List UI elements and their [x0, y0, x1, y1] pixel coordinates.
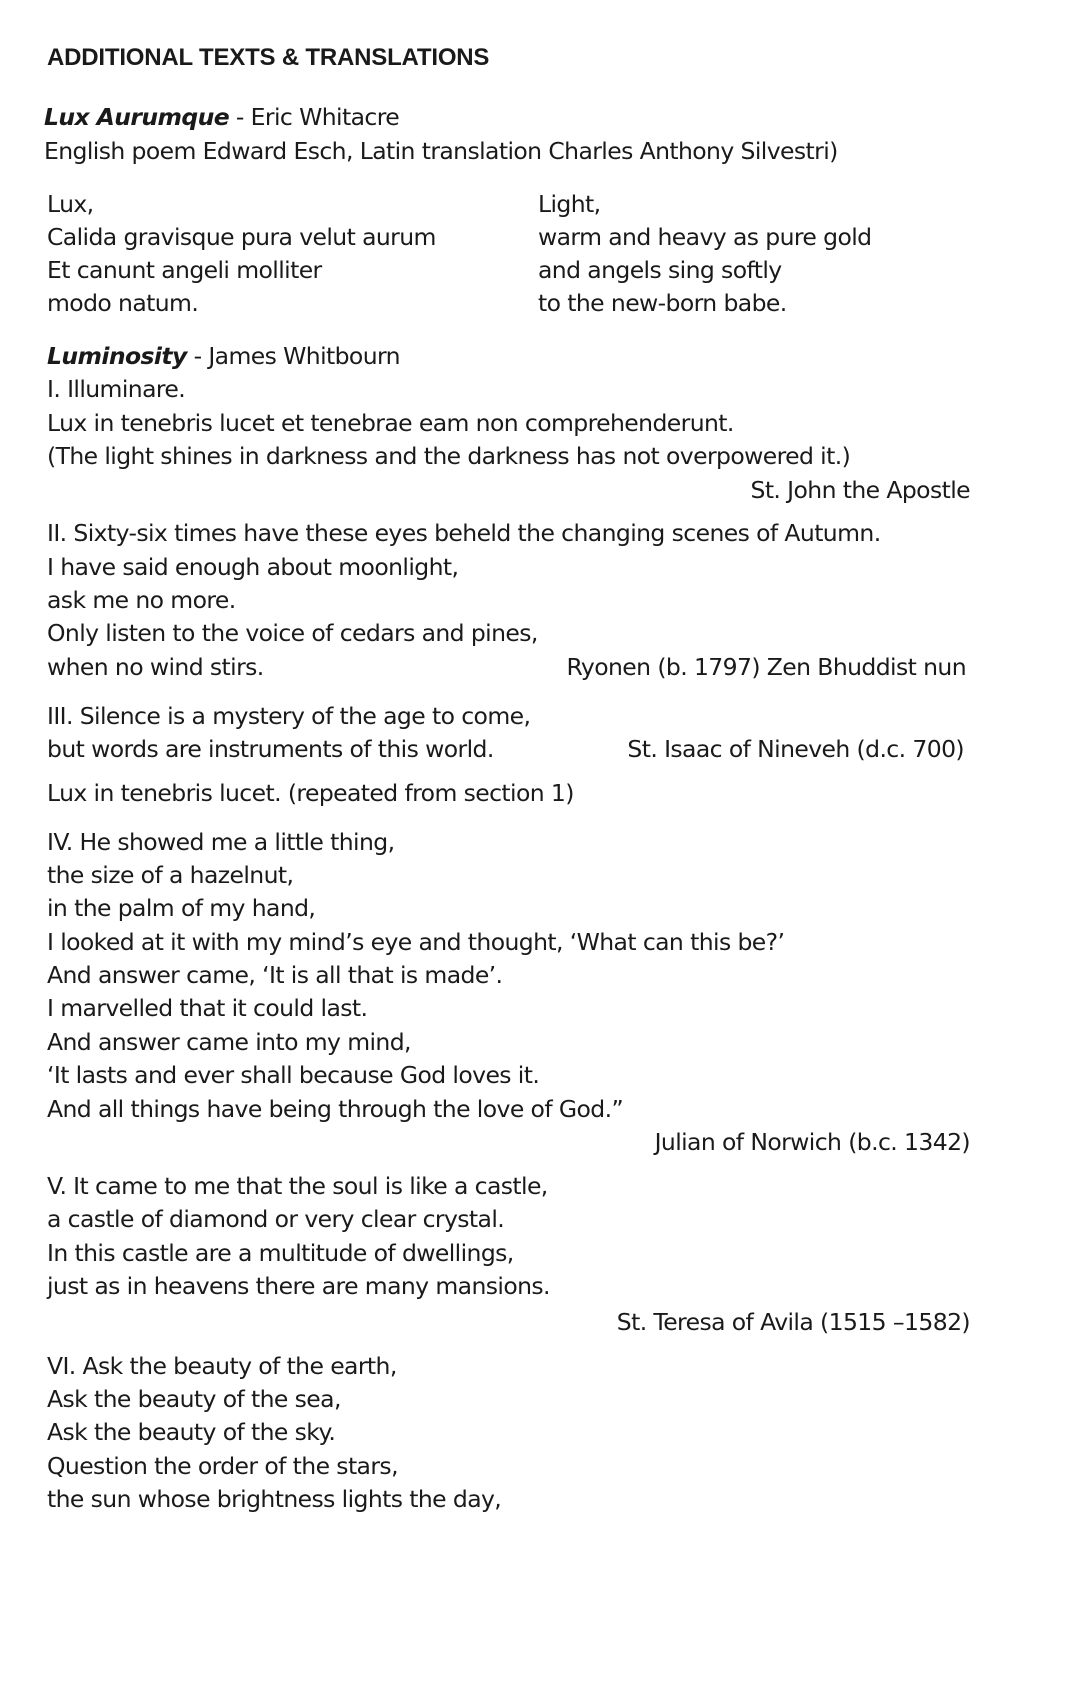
- latin-line: Lux,: [47, 190, 94, 218]
- text-line: the size of a hazelnut,: [47, 861, 294, 889]
- text-line: I. Illuminare.: [47, 375, 186, 403]
- page-heading: ADDITIONAL TEXTS & TRANSLATIONS: [47, 44, 490, 71]
- text-line: I have said enough about moonlight,: [47, 553, 459, 581]
- english-line: Light,: [538, 190, 601, 218]
- text-line: And all things have being through the love of God.”: [47, 1095, 624, 1123]
- text-line: a castle of diamond or very clear crystal.: [47, 1205, 505, 1233]
- text-line: in the palm of my hand,: [47, 894, 316, 922]
- text-line: And answer came into my mind,: [47, 1028, 411, 1056]
- text-line: Only listen to the voice of cedars and pines,: [47, 619, 538, 647]
- piece-heading-lux-aurumque: [44, 100, 399, 134]
- text-line: III. Silence is a mystery of the age to come,: [47, 702, 531, 730]
- text-line: Ask the beauty of the sea,: [47, 1385, 341, 1413]
- piece-title: Luminosity: [47, 342, 187, 370]
- text-line: II. Sixty-six times have these eyes beheld the changing scenes of Autumn.: [47, 519, 881, 547]
- text-line: just as in heavens there are many mansions.: [47, 1272, 550, 1300]
- text-line: I marvelled that it could last.: [47, 994, 368, 1022]
- text-line: ask me no more.: [47, 586, 236, 614]
- attribution: Ryonen (b. 1797) Zen Bhuddist nun: [566, 653, 966, 681]
- english-line: warm and heavy as pure gold: [538, 223, 872, 251]
- text-line: Question the order of the stars,: [47, 1452, 398, 1480]
- text-line: VI. Ask the beauty of the earth,: [47, 1352, 397, 1380]
- text-line: And answer came, ‘It is all that is made’.: [47, 961, 503, 989]
- text-line: the sun whose brightness lights the day,: [47, 1485, 502, 1513]
- text-line: Lux in tenebris lucet et tenebrae eam non comprehenderunt.: [47, 409, 734, 437]
- piece-heading-luminosity: [47, 339, 400, 373]
- attribution: Julian of Norwich (b.c. 1342): [654, 1128, 970, 1156]
- repeat-note: Lux in tenebris lucet. (repeated from section 1): [47, 779, 574, 807]
- text-line: ‘It lasts and ever shall because God loves it.: [47, 1061, 540, 1089]
- text-line: IV. He showed me a little thing,: [47, 828, 395, 856]
- text-line: but words are instruments of this world.: [47, 735, 494, 763]
- piece-credit: English poem Edward Esch, Latin translation Charles Anthony Silvestri): [44, 137, 838, 165]
- english-line: and angels sing softly: [538, 256, 782, 284]
- english-line: to the new-born babe.: [538, 289, 787, 317]
- piece-composer: - James Whitbourn: [186, 342, 400, 370]
- attribution: St. Teresa of Avila (1515 –1582): [616, 1308, 970, 1336]
- latin-line: Calida gravisque pura velut aurum: [47, 223, 436, 251]
- text-line: when no wind stirs.: [47, 653, 264, 681]
- text-line: V. It came to me that the soul is like a castle,: [47, 1172, 548, 1200]
- attribution: St. Isaac of Nineveh (d.c. 700): [627, 735, 964, 763]
- attribution: St. John the Apostle: [750, 476, 970, 504]
- piece-composer: - Eric Whitacre: [229, 103, 400, 131]
- text-line: (The light shines in darkness and the darkness has not overpowered it.): [47, 442, 851, 470]
- text-line: Ask the beauty of the sky.: [47, 1418, 336, 1446]
- latin-line: modo natum.: [47, 289, 199, 317]
- text-line: I looked at it with my mind’s eye and thought, ‘What can this be?’: [47, 928, 785, 956]
- piece-title: Lux Aurumque: [44, 103, 230, 131]
- text-line: In this castle are a multitude of dwellings,: [47, 1239, 514, 1267]
- latin-line: Et canunt angeli molliter: [47, 256, 322, 284]
